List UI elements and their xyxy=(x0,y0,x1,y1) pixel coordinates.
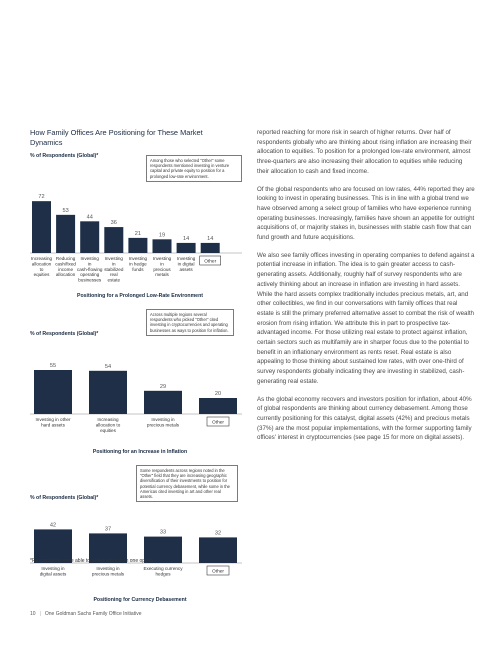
bar-7 xyxy=(201,243,220,253)
chart-caption: Positioning for a Prolonged Low-Rate Environment xyxy=(77,293,203,299)
tick-label-2: Investing in cash-flowing operating businesses xyxy=(76,256,103,283)
data-label-0: 55 xyxy=(49,363,57,369)
data-label-3: 36 xyxy=(110,220,117,227)
paragraph: Of the global respondents who are focused on low rates, 44% reported they are looking to invest in operating businesses. This is in line with a global trend we have observed among a select group of families who have experience running operating businesses. Increasingly, families have shown an appetite for outright acquisitions of, or majority stakes in, businesses with stable cash flow that can fund growth and future acquisitions. xyxy=(257,185,475,242)
data-label-1: 53 xyxy=(62,207,69,214)
paragraph: We also see family offices investing in operating companies to defend against a potential increase in inflation. The idea is to gain greater access to cash-generating assets. Additionally, roughly half of survey respondents who are actively thinking about an increase in inflation are investing in hard assets. While the hard assets complex traditionally includes precious metals, art, and other collectibles, we find in our conversations with family offices that real estate is still the primary preferred alternative asset to combat the risk of wealth erosion from rising inflation. We attribute this in part to prospective tax-advantaged income. For those utilizing real estate to protect against inflation, certain sectors such as multifamily are in sharper focus due to the potential to benefit in an inflationary environment as rents reset. Real estate is also appealing to those thinking about sustained low rates, with over one-third of survey respondents globally indicating they are investing in stabilized, cash-generating real estate. xyxy=(257,251,475,385)
bar-6 xyxy=(177,243,196,253)
tick-label-4: Investing in hedge funds xyxy=(128,256,148,272)
tick-label-2: Investing in precious metals xyxy=(146,417,180,428)
tick-label-3: Other xyxy=(212,420,224,426)
tick-label-1: Reducing cash/fixed income allocation xyxy=(55,256,76,278)
data-label-2: 29 xyxy=(159,383,167,390)
chart-callout: Across multiple regions several respondents who picked "Other" cited investing in cryptocurrencies and operating businesses as ways to position for inflation. xyxy=(146,309,234,336)
footnote: *Respondents were able to select more than one option. xyxy=(30,558,155,564)
data-label-0: 42 xyxy=(49,522,57,529)
tick-label-0: Increasing allocation to equities xyxy=(30,256,53,278)
chart-ylabel: % of Respondents (Global)* xyxy=(30,495,99,501)
tick-label-1: Investing in precious metals xyxy=(91,566,125,577)
chart-currency xyxy=(30,465,242,597)
tick-label-3: Investing in stabilized real estate xyxy=(104,256,124,283)
chart-callout: Among those who selected "Other" some respondents mentioned investing in venture capital and private equity to position for a prolonged low-rate environment. xyxy=(146,155,242,182)
tick-label-0: Investing in digital assets xyxy=(39,566,67,577)
data-label-3: 32 xyxy=(214,530,222,537)
bar-3 xyxy=(199,537,237,563)
left-column xyxy=(30,128,250,603)
page-number: 10 xyxy=(30,611,36,617)
publisher: One Goldman Sachs Family Office Initiative xyxy=(44,611,142,617)
tick-label-3: Other xyxy=(212,569,224,575)
bar-1 xyxy=(56,215,75,253)
chart-inflation xyxy=(30,309,242,449)
tick-label-1: Increasing allocation to equities xyxy=(95,417,121,433)
tick-label-2: Executing currency hedges xyxy=(143,566,183,577)
data-label-1: 37 xyxy=(104,526,112,533)
bar-3 xyxy=(104,227,123,253)
chart-low-rate xyxy=(30,151,242,293)
bar-3 xyxy=(199,398,237,414)
chart-callout: Some respondents across regions noted in the "Other" field that they are increasing geographic diversification of their investments to position for potential currency debasement, while some in the Americas cited investing in art and other real assets. xyxy=(136,465,238,502)
bar-2 xyxy=(144,391,182,414)
paragraph: As the global economy recovers and investors position for inflation, about 40% of global respondents are thinking about currency debasement. Among those currently positioning for this catalyst, digital assets (42%) and precious metals (37%) are the most popular implementations, with the former supporting family offices' interest in cryptocurrencies (see page 15 for more on digital assets). xyxy=(257,395,472,442)
data-label-5: 19 xyxy=(158,232,166,239)
chart-ylabel: % of Respondents (Global)* xyxy=(30,153,99,159)
data-label-7: 14 xyxy=(207,235,214,242)
data-label-1: 54 xyxy=(104,363,112,370)
data-label-6: 14 xyxy=(182,235,190,242)
data-label-3: 20 xyxy=(214,391,222,397)
chart-ylabel: % of Respondents (Global)* xyxy=(30,331,99,337)
bar-0 xyxy=(32,201,51,253)
chart-caption: Positioning for an Increase in Inflation xyxy=(92,449,188,455)
page-footer: 10 | One Goldman Sachs Family Office Initiative xyxy=(30,611,142,617)
data-label-2: 33 xyxy=(159,529,167,536)
data-label-0: 72 xyxy=(38,194,45,201)
bar-1 xyxy=(89,371,127,414)
paragraph: reported reaching for more risk in search of higher returns. Over half of respondents globally who are thinking about rising inflation are increasing their allocation to equities. To position for a prolonged low-rate environment, almost three-quarters are also increasing their allocation to equities while reducing their allocation to cash and fixed income. xyxy=(257,129,472,175)
data-label-4: 21 xyxy=(134,230,142,237)
bar-2 xyxy=(80,221,99,253)
tick-label-6: Investing in digital assets xyxy=(176,256,196,272)
data-label-2: 44 xyxy=(86,214,93,221)
body-text xyxy=(257,128,475,451)
tick-label-7: Other xyxy=(204,259,217,265)
bar-4 xyxy=(128,238,147,253)
chart-caption: Positioning for Currency Debasement xyxy=(93,597,187,603)
tick-label-5: Investing in precious metals xyxy=(152,256,172,278)
section-title: How Family Offices Are Positioning for These Market Dynamics xyxy=(30,128,203,147)
bar-5 xyxy=(153,239,172,253)
bar-0 xyxy=(34,370,72,414)
tick-label-0: Investing in other hard assets xyxy=(35,417,71,428)
